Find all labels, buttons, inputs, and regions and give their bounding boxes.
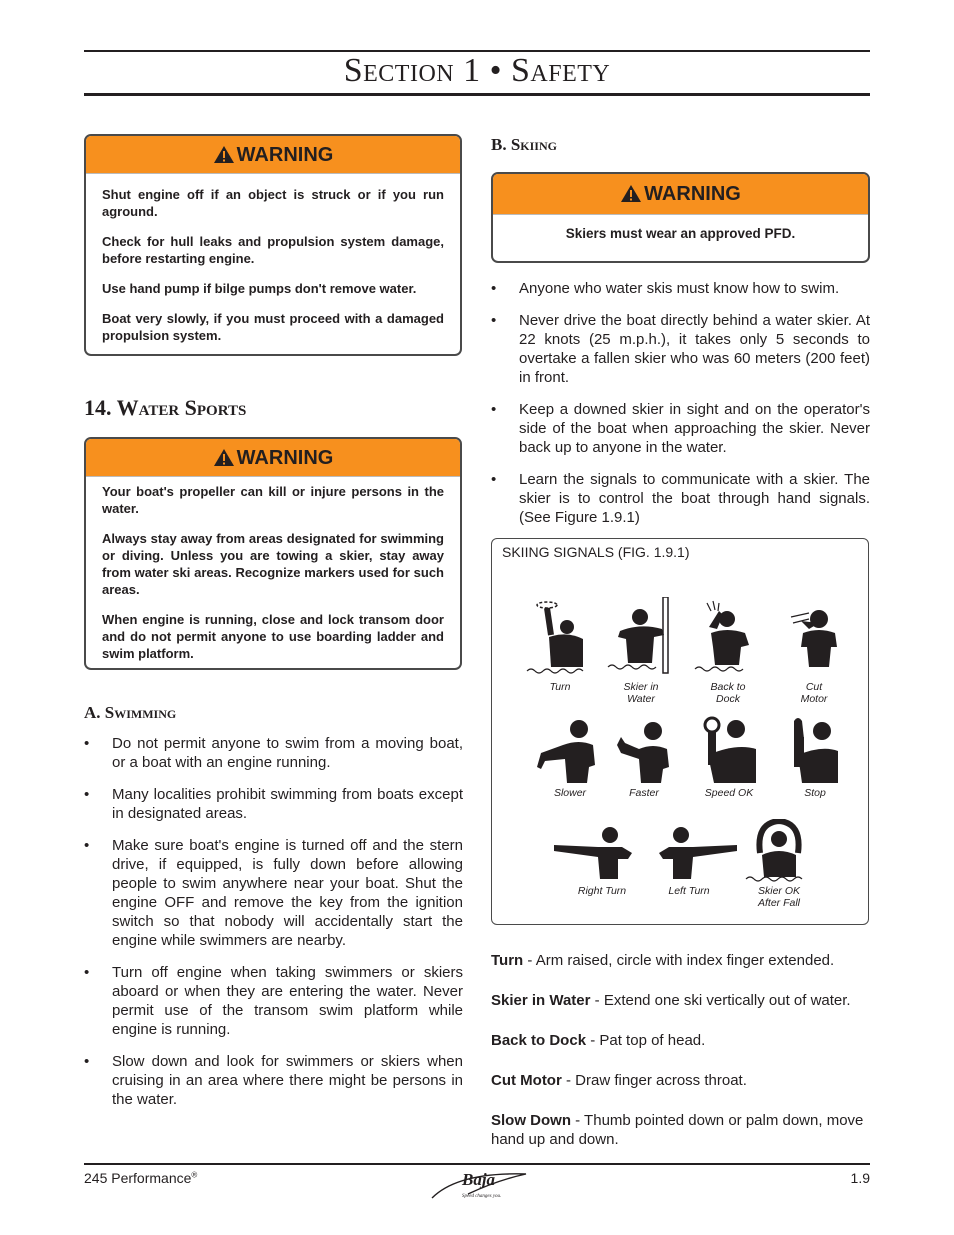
warning-triangle-icon [213, 448, 235, 467]
baja-logo-tagline: Speed changes you. [462, 1194, 502, 1199]
warning-header [86, 136, 460, 174]
header-bottom-rule [84, 93, 870, 96]
baja-logo [428, 1168, 532, 1204]
list-item: • Turn off engine when taking swimmers or skiers aboard or when they are entering the water. Never permit use of the transom swim platform while engine is running. [84, 964, 463, 1038]
signal-turn [515, 597, 605, 693]
definition-item: Skier in Water - Extend one ski vertically out of water. [491, 992, 851, 1009]
signal-left-turn [634, 823, 744, 897]
warning-item: Skiers must wear an approved PFD. [565, 226, 796, 241]
definition-item: Cut Motor - Draw finger across throat. [491, 1072, 747, 1089]
warning-label: WARNING [236, 447, 334, 469]
signal-cut-motor [769, 597, 859, 705]
page-title: Section 1 • Safety [343, 52, 611, 89]
warning-header [493, 174, 868, 215]
list-item: • Keep a downed skier in sight and on the operator's side of the boat when approaching the skier. Never back up to anyone in the water. [491, 401, 870, 456]
skier-ok-figure-icon [744, 819, 814, 883]
list-item: • Learn the signals to communicate with a skier. The skier is to control the boat through hand signals. (See Figure 1.9.1) [491, 471, 870, 526]
definition-item: Back to Dock - Pat top of head. [491, 1032, 706, 1049]
subsection-heading-swimming: A. Swimming [84, 703, 177, 722]
skier-in-water-figure-icon [606, 597, 676, 679]
warning-header [86, 439, 460, 477]
subsection-heading-skiing: B. Skiing [491, 135, 557, 154]
warning-label: WARNING [644, 183, 741, 205]
warning-item: When engine is running, close and lock transom door and do not permit anyone to use boarding ladder and swim platform. [102, 612, 444, 661]
signal-caption: Cut Motor [800, 681, 828, 705]
signal-caption: Back to Dock [710, 681, 746, 705]
page-number: 1.9 [850, 1170, 870, 1186]
signal-caption: Right Turn [577, 885, 627, 897]
definition-item: Turn - Arm raised, circle with index finger extended. [491, 952, 835, 969]
warning-triangle-icon [620, 184, 642, 203]
warning-item: Your boat's propeller can kill or injure persons in the water. [102, 484, 444, 516]
warning-item: Always stay away from areas designated for swimming or diving. Unless you are towing a skier, stay away from water ski areas. Recognize markers used for such areas. [102, 531, 444, 597]
warning-box-propeller [84, 437, 462, 670]
faster-figure-icon [609, 715, 679, 785]
warning-label: WARNING [236, 144, 334, 166]
signal-caption: Left Turn [668, 885, 710, 897]
signal-caption: Faster [629, 787, 659, 799]
warning-triangle-icon [213, 145, 235, 164]
list-item: • Slow down and look for swimmers or skiers when cruising in an area where there might be persons in the water. [84, 1053, 463, 1108]
list-item: • Many localities prohibit swimming from boats except in designated areas. [84, 786, 463, 822]
swimming-bullet-list [84, 734, 463, 1122]
speed-ok-figure-icon [694, 715, 764, 785]
signal-back-to-dock [683, 597, 773, 705]
warning-box-pfd [491, 172, 870, 263]
footer-rule [84, 1163, 870, 1165]
stop-figure-icon [780, 715, 850, 785]
footer-model: 245 Performance® [84, 1170, 198, 1186]
list-item: • Anyone who water skis must know how to swim. [491, 280, 840, 297]
signal-caption: Speed OK [704, 787, 754, 799]
signal-skier-ok-after-fall [734, 819, 824, 909]
baja-logo-wordmark: Baja [462, 1170, 496, 1189]
definition-item: Slow Down - Thumb pointed down or palm down, move hand up and down. [491, 1112, 864, 1148]
signal-definitions [491, 951, 871, 1170]
section-heading-water-sports: 14. Water Sports [84, 395, 247, 420]
signal-caption: Skier OK After Fall [757, 885, 800, 909]
figure-title: SKIING SIGNALS (FIG. 1.9.1) [502, 544, 690, 560]
back-to-dock-figure-icon [693, 597, 763, 679]
slower-figure-icon [535, 715, 605, 785]
warning-item: Use hand pump if bilge pumps don't remove water. [102, 281, 417, 296]
signal-speed-ok [684, 715, 774, 799]
signal-caption: Skier in Water [623, 681, 659, 705]
signal-stop [770, 715, 860, 799]
skiing-signals-figure [491, 538, 869, 925]
cut-motor-figure-icon [779, 597, 849, 679]
skiing-bullet-list [491, 279, 870, 540]
signal-skier-in-water [596, 597, 686, 705]
list-item: • Do not permit anyone to swim from a moving boat, or a boat with an engine running. [84, 735, 463, 771]
signal-faster [599, 715, 689, 799]
signal-caption: Turn [549, 681, 571, 693]
warning-item: Boat very slowly, if you must proceed with a damaged propulsion system. [102, 311, 444, 343]
signal-caption: Slower [553, 787, 587, 799]
turn-figure-icon [525, 597, 595, 679]
warning-box-hull-damage [84, 134, 462, 356]
list-item: • Never drive the boat directly behind a water skier. At 22 knots (25 m.p.h.), it takes only 5 seconds to overtake a fallen skier who was 60 meters (200 feet) in front. [491, 312, 870, 386]
warning-item: Check for hull leaks and propulsion system damage, before restarting engine. [102, 234, 444, 266]
signal-caption: Stop [804, 787, 826, 799]
warning-item: Shut engine off if an object is struck or if you run aground. [102, 187, 444, 219]
list-item: • Make sure boat's engine is turned off and the stern drive, if equipped, is fully down before allowing people to swim anywhere near your boat. Shut the engine OFF and remove the key from the ignition switch so that nobody will accidentally start the engine while swimmers are nearby. [84, 837, 463, 949]
left-turn-figure-icon [639, 823, 739, 883]
